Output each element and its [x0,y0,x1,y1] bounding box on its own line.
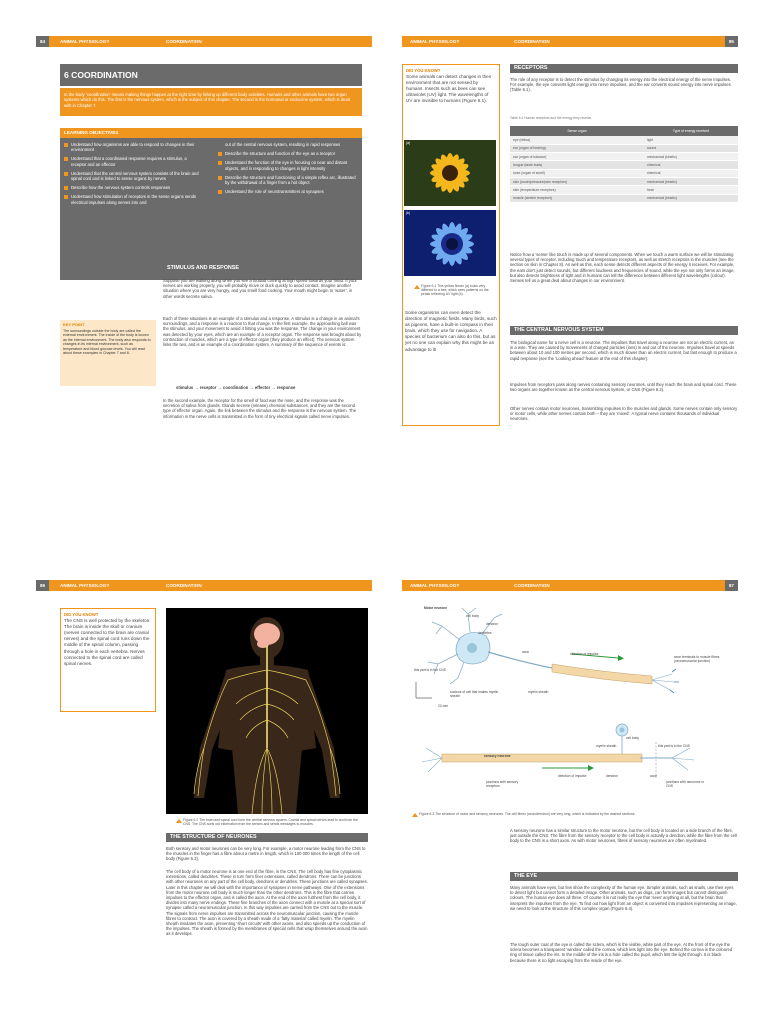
objective-item: Understand the role of neurotransmitters at synapses [216,189,356,194]
table-row [510,177,738,185]
page-number: 86 [36,580,49,591]
table-header: Type of energy received [644,126,738,136]
page-number: 87 [725,580,738,591]
did-you-know-box [60,608,156,712]
neurones-paragraph-2: The cell body of a motor neurone is at one end of the fibre, in the CNS. The cell body has fine cytoplasmic extensions, called dendrites. These in turn form finer extensions, called dendrons. There can be junctions with other neurones on any part of the cell body, dendrons or dendrites. These junctions are called synapses. Later in this chapter we will deal with the importance of synapses in nerve pathways. One of the extensions from the motor neurone cell body is much longer than the other dendrons. This is the fibre that carries impulses to the effector organ, and is called the axon. At the end of the axon furthest from the cell body, it divides into many nerve endings. These fine branches of the axon connect with a muscle at a special sort of synapse called a neuromuscular junction. In this way impulses are carried from the CNS out to the muscle. The signals from nerve impulses are transmitted across the neuromuscular junction, causing the muscle fibres to contract. The axon is covered by a sheath made of a ‘fatty material’ called myelin. The myelin sheath insulates the axon, preventing ‘short circuits’ with other axons, and also speeds up the conduction of the impulses. The sheath is formed by the membranes of special cells that wrap themselves around the axon as it develops. [166,869,368,937]
nervous-system-illustration [166,608,368,814]
learning-objectives [60,128,362,280]
label-axon-branches: axon terminals to muscle fibres (neuromuscular junction) [674,655,720,663]
table-cell: ear (organ of hearing) [510,144,644,152]
objectives-left [62,142,202,209]
uv-flower-image [404,210,496,276]
key-point-title: KEY POINT [63,322,85,327]
table-cell: mechanical (kinetic) [644,153,738,161]
photo-label-a: (a) [406,141,411,145]
photo-uv-flower [404,210,496,276]
table-cell: skin (touch/pressure/pain receptors) [510,177,644,185]
table-6-1-caption: Table 6.1 Human receptors and the energy they receive. [510,116,593,120]
header-section: COORDINATION [166,583,202,588]
cns-paragraph-2: Impulses from receptors pass along nerves containing sensory neurones, until they reach the brain and spinal cord. These two organs are together known as the central nervous system, or CNS (Figure 6.2). [510,382,737,393]
did-you-know-text: Some animals can detect changes in their environment that are not sensed by humans. Insects such as bees can see ultraviolet (UV) light. The wavelengths of UV are invisible to humans (Figure 6.1). [406,74,492,104]
did-you-know-text: The CNS is well protected by the skeleton. The brain is inside the skull or cranium (nerves connected to the brain are cranial nerves) and the spinal cord runs down the middle of the spinal column, passing through a hole in each vertebra. Nerves connected to the spinal cord are called spinal nerves. [64,618,151,666]
objective-item: Understand how organisms are able to respond to changes in their environment [62,142,202,152]
label-cns-part-2: this part is in the CNS [658,744,690,748]
table-cell: light [644,136,738,144]
table-cell: mechanical (kinetic) [644,177,738,185]
yellow-flower-image [404,140,496,206]
section-heading-stimulus: STIMULUS AND RESPONSE [163,264,362,273]
cns-paragraph-1: The biological name for a nerve cell is a neurone. The impulses that travel along a neurone are not an electric current, as in a wire. They are caused by movements of charged particles (ions) in and out of the neurone. Impulses travel at speeds between about 10 and 100 metres per second, which is much slower than an electric current, but fast enough to produce a rapid response (see the ‘Looking ahead’ feature at the end of this chapter). [510,340,737,361]
label-dendrites: dendrites [478,631,492,635]
label-motor-neurone: Motor neurone [424,606,448,610]
objective-item: Understand that the central nervous system consists of the brain and spinal cord and is linked to sense organs by nerves [62,171,202,181]
objectives-title: LEARNING OBJECTIVES [60,128,362,138]
label-junctions-cns: junctions with neurones in CNS [666,780,704,788]
did-you-know-title: DID YOU KNOW? [64,612,99,617]
objective-item: Describe how the nervous system controls responses [62,185,202,190]
receptors-table [510,126,738,203]
table-cell: tongue (taste buds) [510,161,644,169]
objective-item: Understand that a coordinated response requires a stimulus, a receptor and an effector [62,156,202,166]
table-row [510,144,738,152]
section-heading-receptors: RECEPTORS [510,64,738,73]
motor-axon [488,652,679,693]
label-sensory-neurone: sensory neurone [484,754,511,758]
page-header [402,580,738,591]
table-cell: heat [644,186,738,194]
chapter-title: 6 COORDINATION [60,64,362,86]
table-row [510,153,738,161]
key-point-text: The surroundings outside the body are called the external environment. The inside of the body is known as the internal environment. The body also responds to changes in its internal environment, such as temperature and blood glucose levels. You will read about these examples in Chapter 7 and 8. [63,328,151,355]
neurones-paragraph-1: Both sensory and motor neurones can be very long. For example, a motor neurone leading from the CNS to the muscles in the finger has a fibre about a metre in length, which is 100 000 times the length of the cell body (Figure 6.3). [166,846,366,862]
receptors-paragraph-2: Notice how a ‘sense’ like touch is made up of several components. When we touch a warm surface we will be stimulating several types of receptor, including touch and temperature receptors, as well as stretch receptors in the muscles (see the section on skin in Chapter 8). As well as this, each sense detects different aspects of the energy it receives. For example, the ears don’t just detect sounds, but different loudness and frequencies of sound, while the eye not only forms an image, but also detects brightness of light and in humans can tell the difference between different light wavelengths (colour). Senses tell us a great deal about changes in our environment. [510,252,735,284]
header-subject: ANIMAL PHYSIOLOGY [410,583,460,588]
table-cell: nose (organ of smell) [510,169,644,177]
section-heading-neurones: THE STRUCTURE OF NEURONES [166,833,368,842]
human-nervous-system-image [166,608,368,814]
photo-label-b: (b) [406,211,411,215]
label-direction-impulse-2: direction of impulse [558,774,587,778]
header-section: COORDINATION [514,39,550,44]
label-dendron: dendron [486,622,499,626]
table-row [510,136,738,144]
table-header: Sense organ [510,126,644,136]
chapter-intro: In the body ‘coordination’ means making things happen at the right time by linking up different body activities. Humans and other animals have two organ systems which do this. The first is the nervous system, which is the subject of this chapter. The second is the hormonal or endocrine system, which is dealt with in Chapter 7. [60,88,362,116]
label-myelin-sheath-2: myelin sheath [596,744,617,748]
key-point-box [60,320,156,386]
figure-6-1-caption: Figure 6.1 This yellow flower (a) looks very different to a bee, which sees patterns on the petals reflecting UV light (b). [414,284,498,297]
page-number: 85 [725,36,738,47]
page-86 [36,580,372,1010]
table-cell: skin (temperature receptors) [510,186,644,194]
table-row [510,194,738,202]
objective-item: Understand the function of the eye in focusing on near and distant objects, and in responding to changes in light intensity [216,160,356,170]
page-84 [36,36,372,458]
stimulus-paragraph-2: Each of these situations is an example of a stimulus and a response. A stimulus is a change in an animal’s surroundings, and a response is a reaction to that change. In the first example, the approaching ball was the stimulus, and your movement to avoid it hitting you was the response. The change in your environment was detected by your eyes, which are an example of a receptor organ. The response was brought about by contraction of muscles, which are a type of effector organ (they produce an effect). The nervous system links the two, and is an example of a coordination system. A summary of the sequence of events is: [163,316,362,348]
table-row [510,186,738,194]
header-section: COORDINATION [166,39,202,44]
label-nucleus: nucleus of cell that makes myelin sheath [450,690,499,698]
label-scale: 20 mm [438,704,449,708]
table-cell: mechanical (kinetic) [644,194,738,202]
receptors-paragraph: The role of any receptor is to detect the stimulus by changing its energy into the electrical energy of the nerve impulses. For example, the eye converts light energy into nerve impulses, and the ear converts sound energy into nerve impulses (Table 6.1). [510,77,732,93]
header-section: COORDINATION [514,583,550,588]
label-myelin-sheath: myelin sheath [528,690,549,694]
label-cns-part: this part is in the CNS [414,668,446,672]
table-cell: muscle (stretch receptors) [510,194,644,202]
did-you-know-text-2: Some organisms can even detect the direction of magnetic fields. Many birds, such as pigeons, have a built-in compass in their brain, which they use for navigation. A species of bacterium can also do this, but as yet no one can explain why this might be an advantage to it! [405,310,497,352]
table-cell: chemical [644,161,738,169]
motor-neurone-cell-body [428,608,502,684]
page-85 [402,36,738,458]
label-junctions-receptors: junctions with sensory receptors [486,780,519,788]
page-number: 84 [36,36,49,47]
sensory-neurone-paragraph: A sensory neurone has a similar structure to the motor neurone, but the cell body is located on a side branch of the fibre, just outside the CNS. The fibre from the sensory receptor to the cell body is actually a dendron, while the fibre from the cell body to the CNS is a short axon. As with motor neurones, fibres of sensory neurones are often myelinated. [510,828,737,844]
photo-yellow-flower [404,140,496,206]
section-heading-cns: THE CENTRAL NERVOUS SYSTEM [510,326,738,335]
objective-item: Understand how stimulation of receptors in the sense organs sends electrical impulses along nerves into and [62,194,202,204]
stimulus-paragraph-3: In the second example, the receptor for the smell of food was the nose, and the response was the secretion of saliva from glands. Glands secrete (release) chemical substances, and they are the second type of effector organ. Again, the link between the stimulus and the response is the nervous system. The information in the nerve cells is transmitted in the form of tiny electrical signals called nerve impulses. [163,398,357,419]
header-subject: ANIMAL PHYSIOLOGY [60,39,110,44]
page-header [402,36,738,47]
response-sequence: stimulus → receptor → coordination → effector → response [176,385,296,390]
label-direction-impulse: direction of impulse [570,652,599,656]
header-subject: ANIMAL PHYSIOLOGY [60,583,110,588]
label-axon-2: axon [650,774,658,778]
page-header [36,36,372,47]
table-row [510,161,738,169]
table-cell: ear (organ of balance) [510,153,644,161]
cns-paragraph-3: Other nerves contain motor neurones, transmitting impulses to the muscles and glands. Some nerves contain only sensory or motor cells, while other nerves contain both – they are ‘mixed’. A typical nerve contains thousands of individual neurones. [510,406,738,422]
page-87 [402,580,738,1010]
objective-continuation: out of the central nervous system, resulting in rapid responses [225,142,341,147]
section-heading-eye: THE EYE [510,872,738,881]
label-axon: axon [522,650,530,654]
objective-item: Describe the structure and function of the eye as a receptor [216,151,356,156]
table-cell: sound [644,144,738,152]
eye-paragraph-2: The tough outer coat of the eye is called the sclera, which is the visible, white part of the eye. At the front of the eye the sclera becomes a transparent ‘window’ called the cornea, which lets light into the eye. Behind the cornea is the coloured ring of tissue called the iris. In the middle of the iris is a hole called the pupil, which lets the light through. It is black because there is no light escaping from the inside of the eye. [510,942,733,963]
sensory-neurone [422,724,694,772]
page-header [36,580,372,591]
label-dendron-2: dendron [606,774,619,778]
table-cell: eye (retina) [510,136,644,144]
label-cell-body-2: cell body [626,736,640,740]
label-cell-body: cell body [466,614,480,618]
objectives-right [216,142,356,198]
table-row [510,169,738,177]
objective-item: Describe the structure and functioning of a simple reflex arc, illustrated by the withdrawal of a finger from a hot object [216,175,356,185]
table-cell: chemical [644,169,738,177]
header-subject: ANIMAL PHYSIOLOGY [410,39,460,44]
eye-paragraph-1: Many animals have eyes, but few show the complexity of the human eye. Simpler animals, such as snails, use their eyes to detect light but cannot form a detailed image. Other animals, such as dogs, can form images but cannot distinguish colours. The human eye does all three. Of course it is not really the eye that ‘sees’ anything at all, but the brain that interprets the impulses from the eye. To find out how light from an object is converted into impulses representing an image, we need to look at the structure of this complex organ (Figure 6.4). [510,885,737,911]
figure-6-2-caption: Figure 6.2 The brain and spinal cord form the central nervous system. Cranial and spinal nerves lead to and from the CNS. The CNS sorts out information from the senses and sends messages to muscles. [176,818,366,826]
figure-6-3-caption: Figure 6.3 The structure of motor and sensory neurones. The cell fibres (axon/dendron) are very long, which is indicated by the dashed sections. [412,812,732,816]
stimulus-paragraph-1: Suppose you are walking along when you see a football coming at high speed towards your head. If your nerves are working properly, you will probably move or duck quickly to avoid contact. Imagine another situation where you are very hungry, and you smell food cooking. Your mouth might begin to ‘water’, in other words secrete saliva. [163,278,357,299]
did-you-know-title: DID YOU KNOW? [406,68,441,73]
